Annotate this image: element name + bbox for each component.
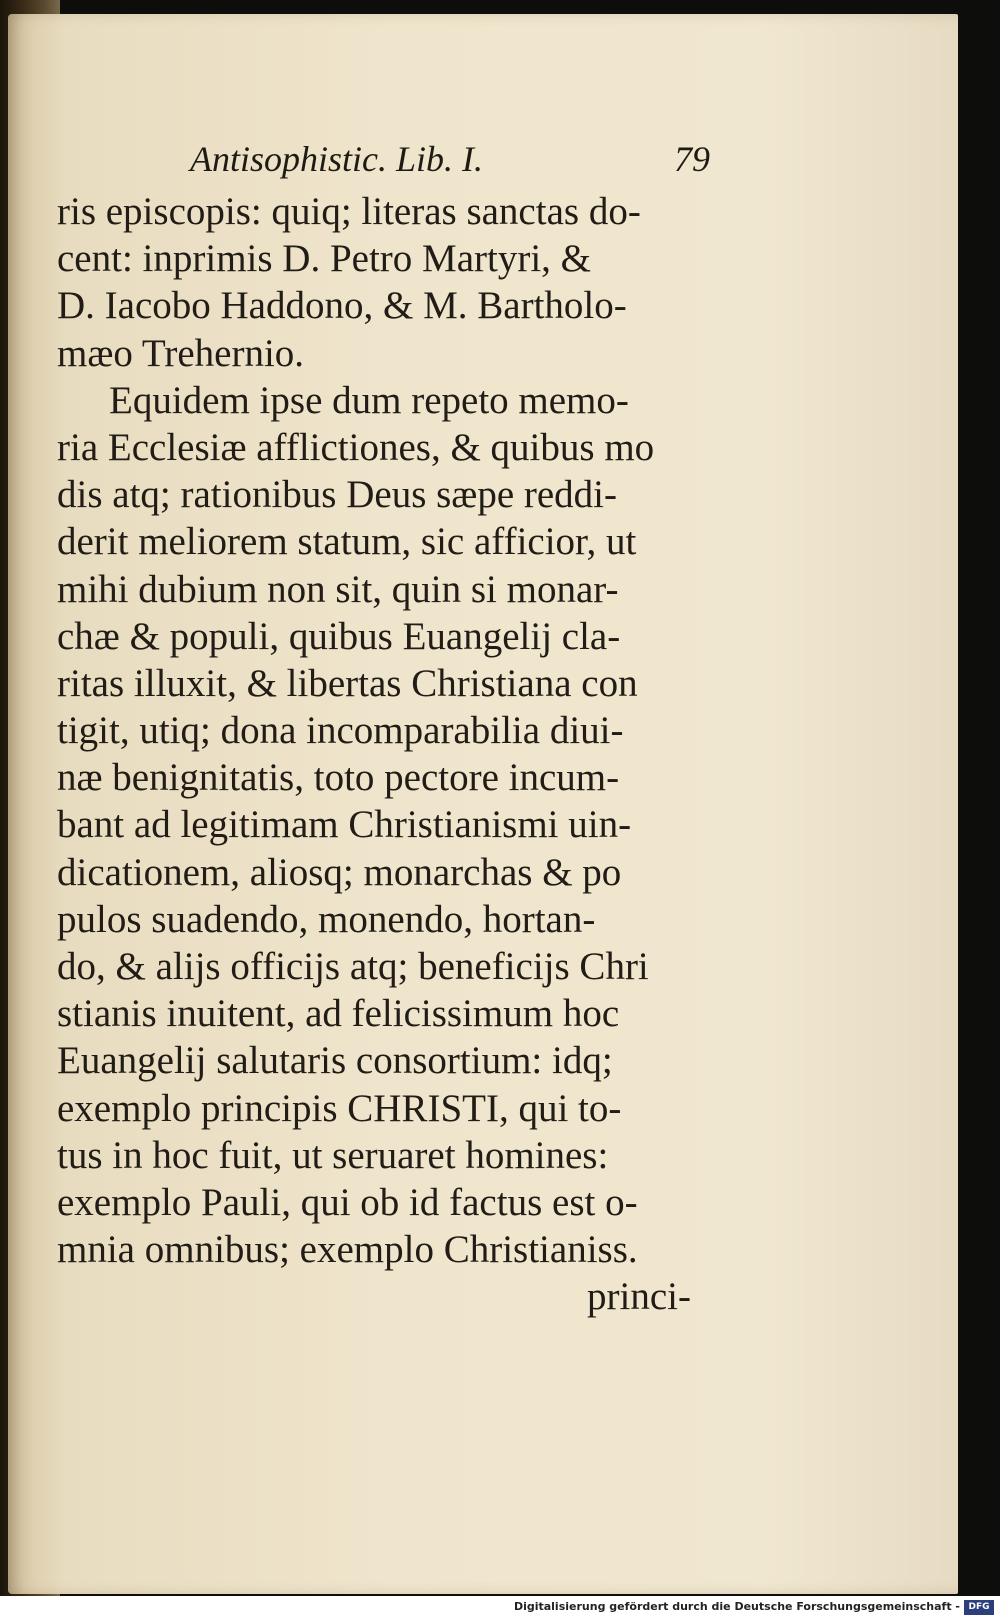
text-line: dicationem, aliosq; monarchas & po [57,850,622,894]
text-line: ritas illuxit, & libertas Christiana con [57,661,638,705]
text-line: mnia omnibus; exemplo Christianiss. [57,1228,638,1272]
text-line: ria Ecclesiæ afflictiones, & quibus mo [57,425,655,469]
running-title: Antisophistic. Lib. I. [190,139,484,179]
catchword: princi- [587,1275,691,1319]
page-header [190,138,710,188]
text-line: ris episcopis: quiq; literas sanctas do- [57,190,641,233]
body-text [57,188,697,1321]
dfg-logo: DFG [964,1600,994,1615]
text-line: do, & alijs officijs atq; beneficijs Chri [57,945,649,988]
text-line: stianis inuitent, ad felicissimum hoc [57,992,620,1036]
funding-credit: Digitalisierung gefördert durch die Deutsche Forschungsgemeinschaft - [513,1600,960,1613]
footer-bar [0,1596,1000,1620]
text-line: cent: inprimis D. Petro Martyri, & [57,237,592,281]
text-line: chæ & populi, quibus Euangelij cla- [57,614,621,658]
text-line: exemplo principis CHRISTI, qui to- [57,1086,622,1130]
text-line: Equidem ipse dum repeto memo- [109,378,629,422]
text-line: pulos suadendo, monendo, hortan- [57,897,596,941]
text-line: bant ad legitimam Christianismi uin- [57,803,632,847]
page-number: 79 [674,139,710,179]
text-line: derit meliorem statum, sic afficior, ut [57,520,637,564]
text-line: exemplo Pauli, qui ob id factus est o- [57,1180,638,1224]
text-line: D. Iacobo Haddono, & M. Bartholo- [57,284,627,328]
text-line: dis atq; rationibus Deus sæpe reddi- [57,473,617,517]
text-line: tus in hoc fuit, ut seruaret homines: [57,1133,609,1177]
text-line: mæo Trehernio. [57,331,305,375]
text-line: mihi dubium non sit, quin si monar- [57,567,619,611]
text-line: næ benignitatis, toto pectore incum- [57,756,620,800]
text-line: Euangelij salutaris consortium: idq; [57,1039,613,1083]
text-line: tigit, utiq; dona incomparabilia diui- [57,709,624,753]
